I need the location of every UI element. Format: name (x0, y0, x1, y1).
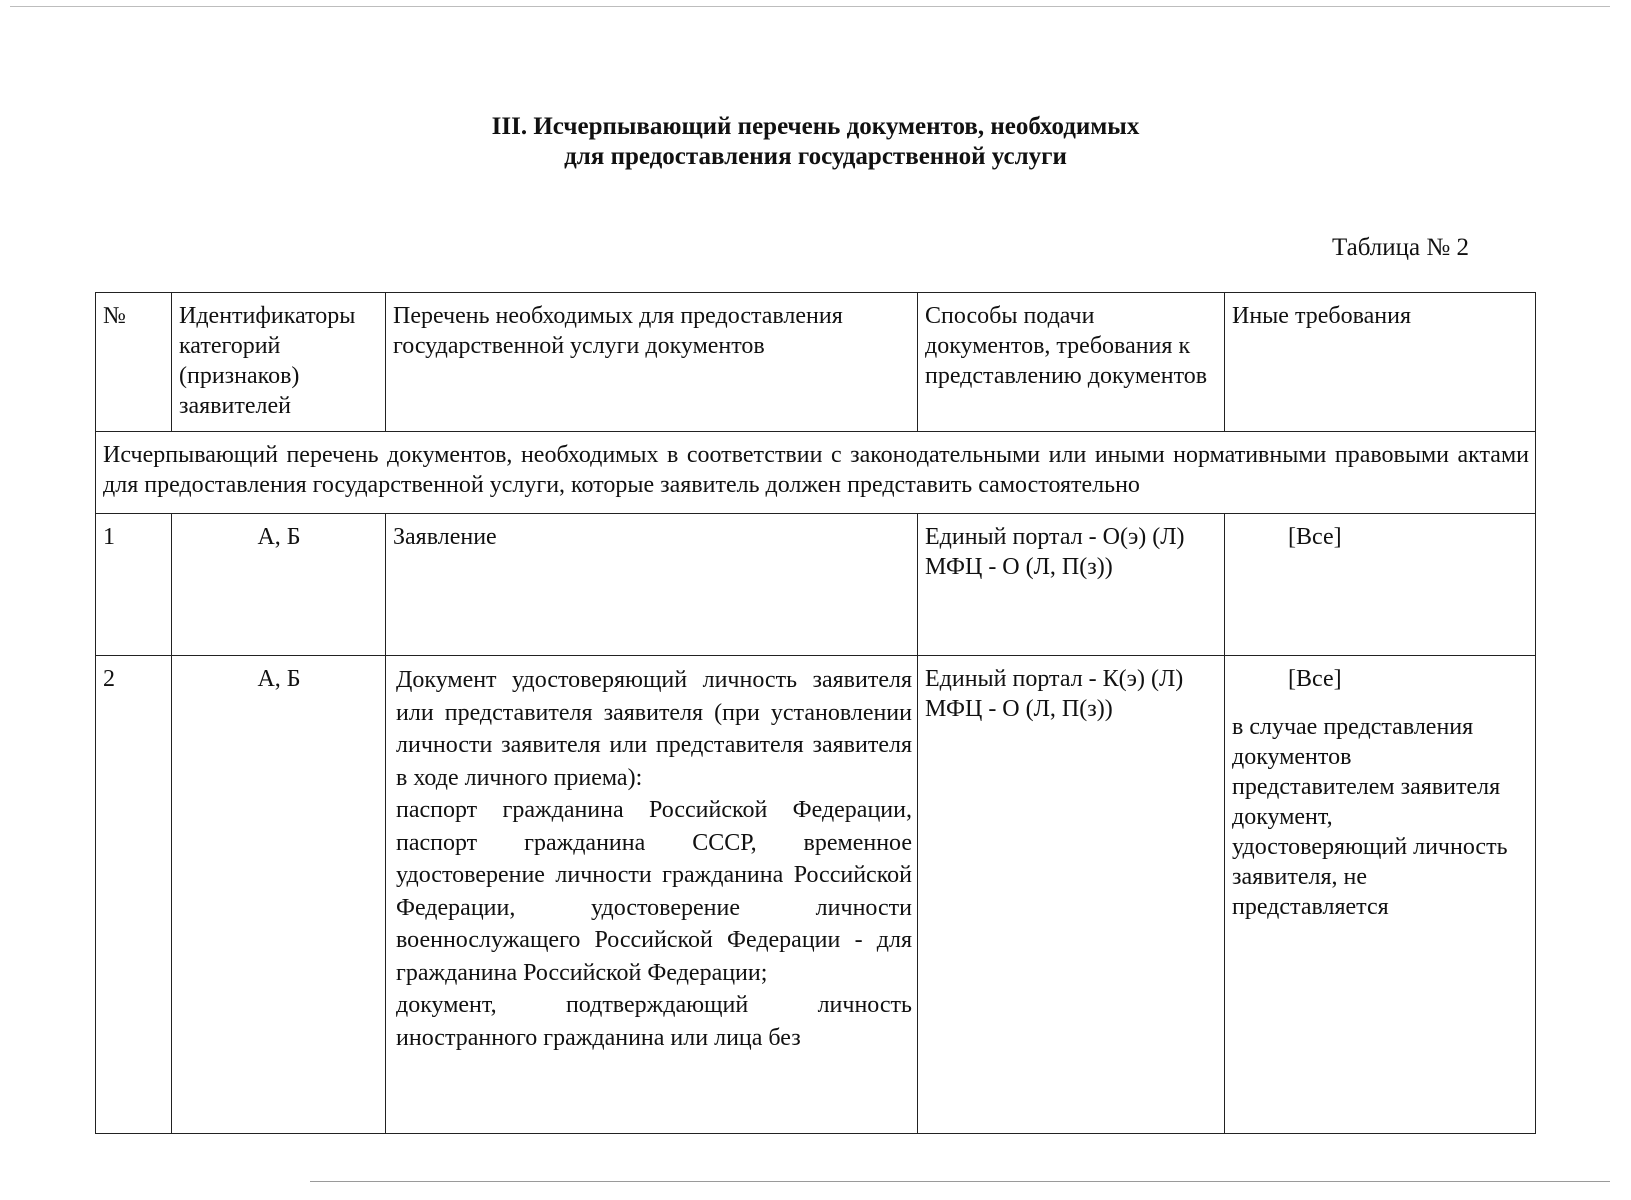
section-heading-row (96, 432, 1536, 514)
document-paragraph: документ, подтверждающий личность иностранного гражданина или лица без (396, 992, 912, 1051)
methods-mfc: МФЦ - О (Л, П(з)) (925, 554, 1113, 580)
other-tag: [Все] (1288, 666, 1342, 692)
row-other (1225, 656, 1536, 1134)
methods-portal: Единый портал - О(э) (Л) (925, 524, 1185, 550)
header-other: Иные требования (1225, 293, 1536, 432)
header-methods: Способы подачи документов, требования к представлению документов (918, 293, 1225, 432)
spacer (1232, 694, 1529, 712)
page-title-line-2: для предоставления государственной услуги (564, 143, 1067, 170)
scan-edge-line-top (10, 6, 1610, 7)
row-number: 1 (96, 514, 172, 656)
row-document (386, 656, 918, 1134)
documents-table (95, 292, 1536, 1134)
page-title-line-1: III. Исчерпывающий перечень документов, необходимых (491, 113, 1140, 140)
methods-portal: Единый портал - К(э) (Л) (925, 666, 1184, 692)
table-row (96, 514, 1536, 656)
header-num: № (96, 293, 172, 432)
row-other (1225, 514, 1536, 656)
row-methods (918, 656, 1225, 1134)
other-tag: [Все] (1288, 524, 1342, 550)
page-title (0, 112, 1631, 172)
table-row (96, 656, 1536, 1134)
row-document: Заявление (386, 514, 918, 656)
header-identifiers: Идентификаторы категорий (признаков) заявителей (172, 293, 386, 432)
methods-mfc: МФЦ - О (Л, П(з)) (925, 696, 1113, 722)
section-heading: Исчерпывающий перечень документов, необходимых в соответствии с законодательными или иными нормативными правовыми актами для предоставления государственной услуги, которые заявитель должен представить самостоятельно (96, 432, 1536, 514)
table-number: Таблица № 2 (1331, 234, 1469, 261)
table-header-row (96, 293, 1536, 432)
header-documents: Перечень необходимых для предоставления государственной услуги документов (386, 293, 918, 432)
row-number: 2 (96, 656, 172, 1134)
other-note: в случае представления документов представителем заявителя документ, удостоверяющий личность заявителя, не представляется (1232, 714, 1508, 920)
document-paragraph: паспорт гражданина Российской Федерации, паспорт гражданина СССР, временное удостоверение личности гражданина Российской Федерации, удостоверение личности военнослужащего Российской Федерации - для гражданина Российской Федерации; (396, 797, 912, 986)
row-methods (918, 514, 1225, 656)
document-paragraph: Документ удостоверяющий личность заявителя или представителя заявителя (при установлении личности заявителя или представителя заявителя в ходе личного приема): (396, 667, 912, 791)
row-categories: А, Б (172, 656, 386, 1134)
row-categories: А, Б (172, 514, 386, 656)
scan-edge-line-bottom (310, 1181, 1610, 1182)
